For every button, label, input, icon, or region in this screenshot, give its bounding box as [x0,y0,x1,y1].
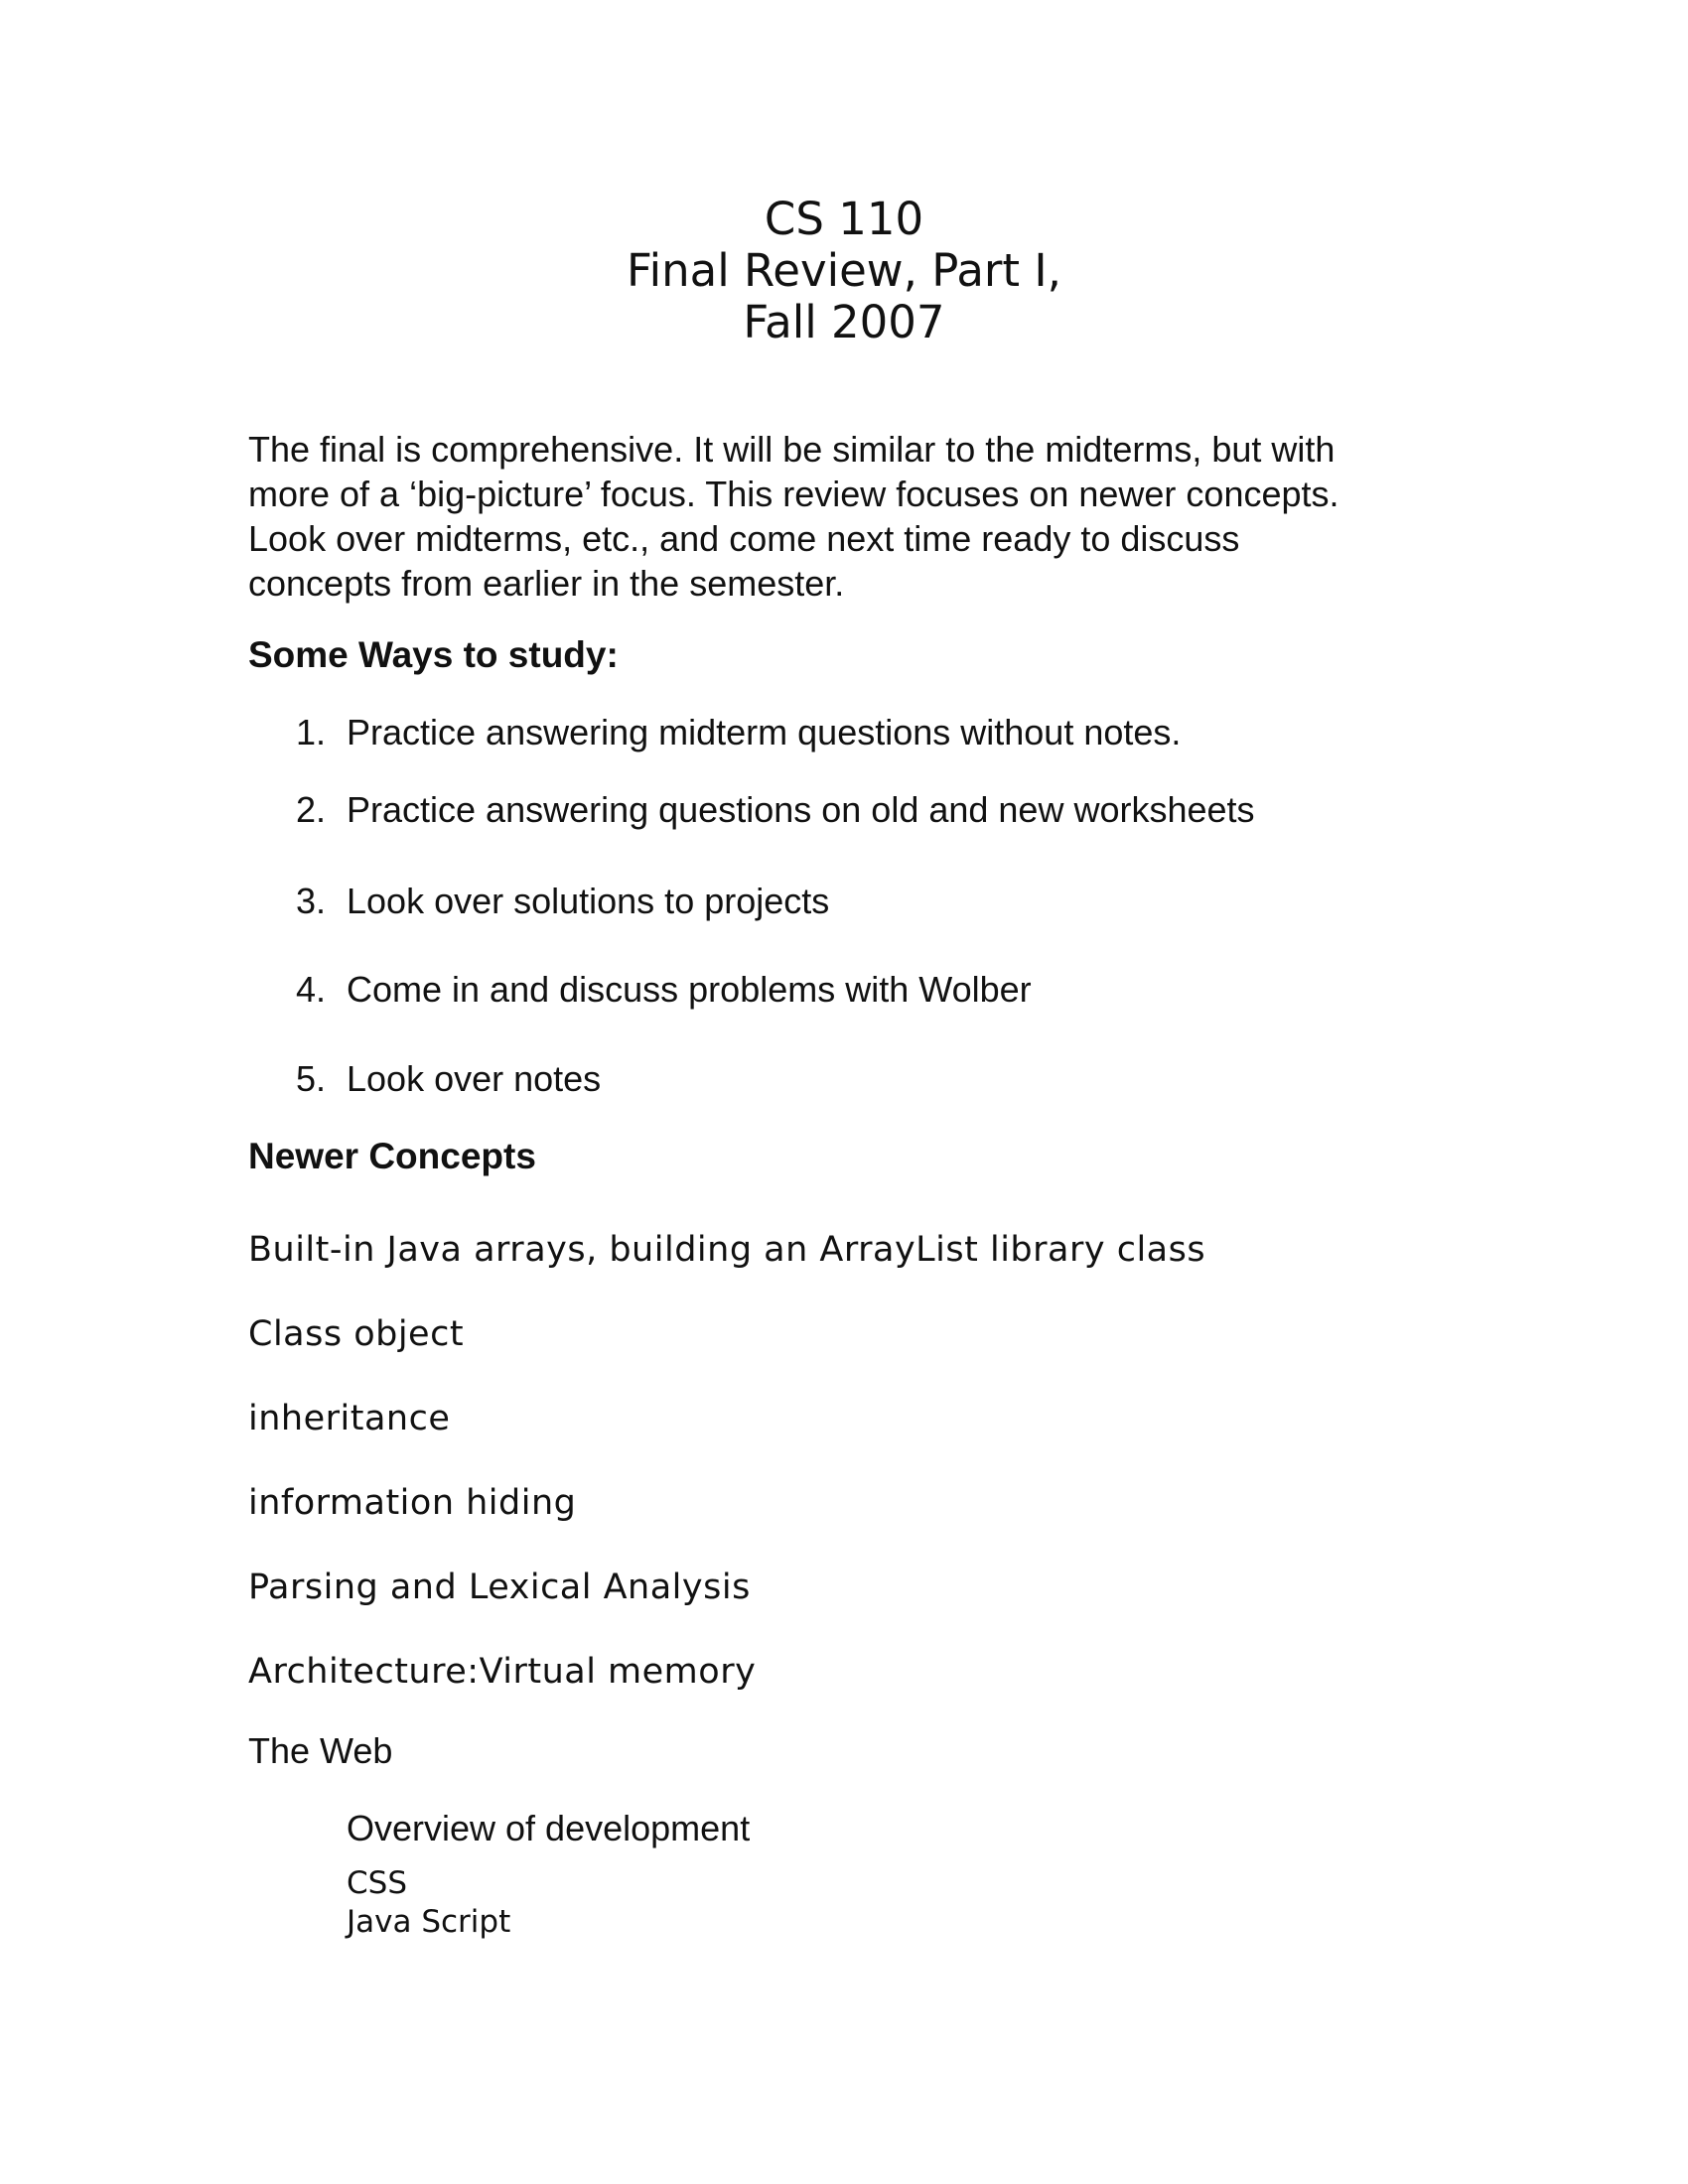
concept-item: information hiding [248,1483,577,1523]
intro-paragraph [248,427,1489,606]
intro-line: The final is comprehensive. It will be similar to the midterms, but with [248,429,1336,470]
concept-item: Class object [248,1314,465,1354]
list-item-text: Practice answering midterm questions without notes. [347,712,1182,752]
list-item [296,1057,601,1101]
web-heading: The Web [248,1730,393,1771]
intro-line: Look over midterms, etc., and come next time ready to discuss [248,518,1240,559]
list-item [296,788,1255,832]
concepts-heading: Newer Concepts [248,1136,536,1176]
list-item [296,880,829,923]
intro-line: concepts from earlier in the semester. [248,563,845,604]
list-item-number: 5. [296,1058,327,1099]
web-subitem: Overview of development [347,1808,751,1848]
page-title [0,194,1688,348]
title-term: Fall 2007 [743,296,945,348]
list-item-text: Come in and discuss problems with Wolber [347,969,1032,1010]
list-item-number: 3. [296,881,327,921]
title-review: Final Review, Part I, [627,244,1061,297]
list-item-text: Look over notes [347,1058,602,1099]
list-item-number: 1. [296,712,327,752]
list-item-number: 2. [296,789,327,830]
web-topic-javascript: Java Script [347,1904,511,1940]
concept-item: Architecture:Virtual memory [248,1652,757,1692]
concept-item: Parsing and Lexical Analysis [248,1568,751,1607]
study-heading: Some Ways to study: [248,634,619,675]
list-item-text: Look over solutions to projects [347,881,830,921]
intro-line: more of a ‘big-picture’ focus. This review focuses on newer concepts. [248,474,1339,514]
list-item [296,711,1181,754]
list-item-number: 4. [296,969,327,1010]
list-item [296,968,1032,1012]
concept-item: inheritance [248,1399,451,1438]
web-topic-css: CSS [347,1865,408,1901]
title-course: CS 110 [764,193,924,245]
list-item-text: Practice answering questions on old and new worksheets [347,789,1255,830]
concept-item: Built-in Java arrays, building an ArrayList library class [248,1230,1206,1270]
